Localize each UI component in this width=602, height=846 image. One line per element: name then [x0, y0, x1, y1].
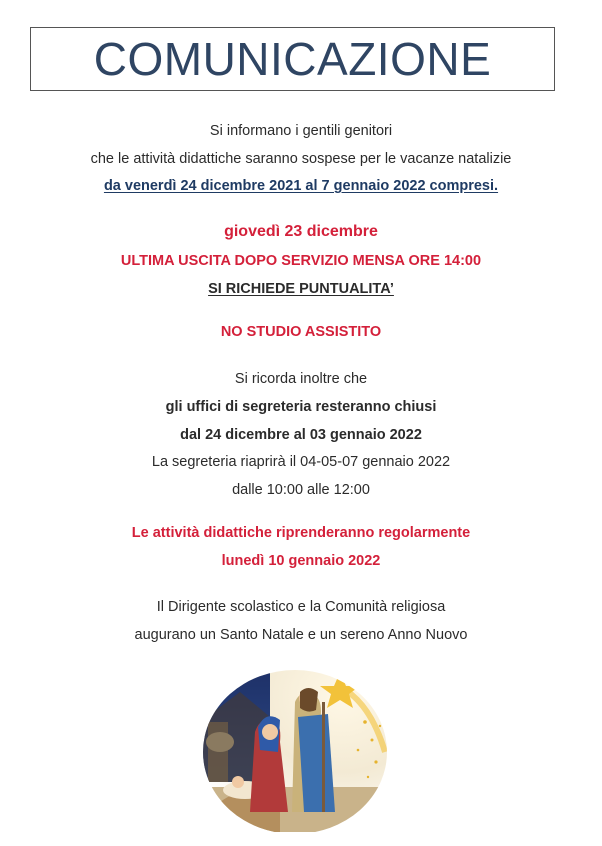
last-day-date: giovedì 23 dicembre — [224, 223, 378, 240]
office-reopen-dates: La segreteria riaprirà il 04-05-07 gennaio 2022 — [151, 454, 451, 470]
nativity-scene-illustration — [200, 662, 390, 832]
last-exit-notice: ULTIMA USCITA DOPO SERVIZIO MENSA ORE 14:00 — [120, 253, 482, 269]
office-closed-dates: dal 24 dicembre al 03 gennaio 2022 — [180, 427, 422, 443]
punctuality-notice: SI RICHIEDE PUNTUALITA’ — [208, 281, 394, 297]
greeting-line-1: Il Dirigente scolastico e la Comunità religiosa — [156, 599, 446, 615]
office-closed-line: gli uffici di segreteria resteranno chiusi — [165, 399, 437, 415]
title-box — [30, 27, 555, 91]
page-title: COMUNICAZIONE — [93, 33, 492, 85]
intro-dates: da venerdì 24 dicembre 2021 al 7 gennaio 2022 compresi. — [103, 178, 499, 194]
resume-date: lunedì 10 gennaio 2022 — [221, 553, 381, 569]
no-study-notice: NO STUDIO ASSISTITO — [220, 324, 382, 340]
resume-line-1: Le attività didattiche riprenderanno regolarmente — [131, 525, 471, 541]
office-hours: dalle 10:00 alle 12:00 — [232, 482, 370, 498]
intro-line-2: che le attività didattiche saranno sospese per le vacanze natalizie — [90, 151, 512, 167]
greeting-line-2: augurano un Santo Natale e un sereno Anno Nuovo — [134, 627, 468, 643]
intro-line-1: Si informano i gentili genitori — [209, 123, 393, 139]
office-line-1: Si ricorda inoltre che — [234, 371, 368, 387]
